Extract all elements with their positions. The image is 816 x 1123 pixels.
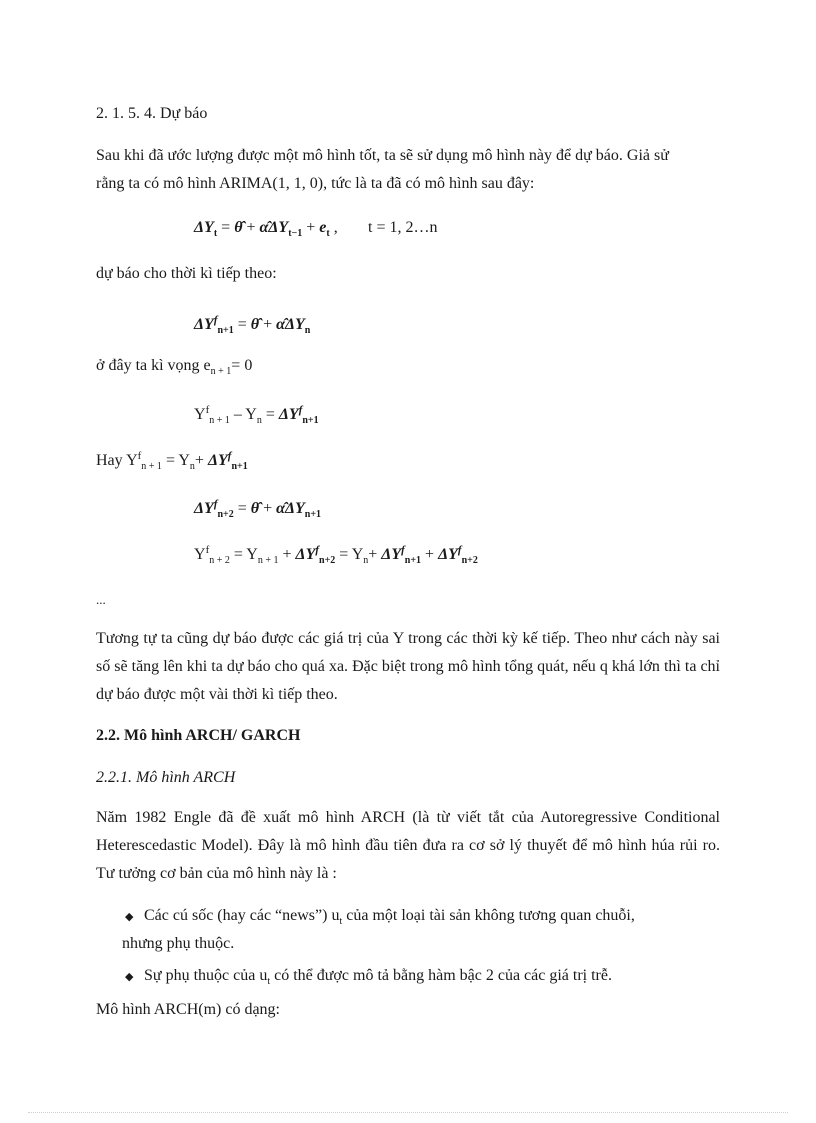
expectation-line — [96, 356, 252, 382]
paragraph-similar-forecast: Tương tự ta cũng dự báo được các giá trị của Y trong các thời kỳ kế tiếp. Theo như cách này sai số sẽ tăng lên khi ta dự báo cho quá xa. Đặc biệt trong mô hình tổng quát, nếu q khá lớn thì ta chỉ dự báo được một vài thời kì tiếp theo. — [96, 630, 720, 703]
equation-arima-range: t = 1, 2…n — [368, 219, 438, 236]
hay-label: Hay — [96, 452, 123, 469]
expectation-value: = 0 — [231, 357, 253, 374]
forecast-next-text: dự báo cho thời kì tiếp theo: — [96, 265, 277, 282]
equation-yf-n2: $Y^f_{n + 2} = Y_{n + 1} + \Delta Y^f_{n+2} = Y_n+ \Delta Y^f_{n+1} + \Delta Y^f_{n+2}$ — [194, 544, 478, 566]
bullet-2-subscript: t — [267, 976, 271, 987]
bullet-2-text-a: Sự phụ thuộc của u — [144, 967, 268, 984]
expectation-label: ở đây ta kì vọng e — [96, 357, 211, 374]
bullet-diamond-icon: ◆ — [125, 911, 134, 923]
arch-form-text: Mô hình ARCH(m) có dạng: — [96, 1001, 280, 1018]
bullet-1-subscript: t — [339, 916, 343, 927]
equation-forecast-n1: $\Delta Y^f_{n+1}$ = θ̂ + $\alphâ\Delta Y_n$ — [194, 314, 311, 336]
equation-hay: Hay $Y^f_{n + 1} = Y_n+ \Delta Y^f_{n+1}$ — [96, 450, 248, 472]
intro-line-1: Sau khi đã ước lượng được một mô hình tốt, ta sẽ sử dụng mô hình này để dự báo. Giả sử — [96, 147, 669, 164]
equation-forecast-n2: $\Delta Y^f_{n+2}$ = θ̂ + $\alphâ\Delta Y_{n+1}$ — [194, 498, 322, 520]
paragraph-engle: Năm 1982 Engle đã đề xuất mô hình ARCH (là từ viết tắt của Autoregressive Conditional Heterescedastic Model). Đây là mô hình đầu tiên đưa ra cơ sở lý thuyết để mô hình húa rủi ro. Tư tưởng cơ bản của mô hình này là : — [96, 809, 720, 882]
equation-difference: $Y^f_{n + 1} - Y_n = \Delta Y^f_{n+1}$ — [194, 404, 319, 426]
intro-line-2: rằng ta có mô hình ARIMA(1, 1, 0), tức là ta đã có mô hình sau đây: — [96, 175, 535, 192]
bullet-1-text-b: của một loại tài sản không tương quan chuỗi, — [342, 907, 635, 924]
page-footer-rule — [28, 1112, 788, 1113]
section-title: 2. 1. 5. 4. Dự báo — [96, 105, 208, 122]
expectation-subscript: n + 1 — [210, 366, 232, 377]
heading-arch: 2.2.1. Mô hình ARCH — [96, 769, 236, 786]
bullet-2-line — [144, 966, 612, 992]
bullet-1-line-2: nhưng phụ thuộc. — [122, 935, 235, 952]
bullet-diamond-icon: ◆ — [125, 971, 134, 983]
bullet-2-text-b: có thể được mô tả bằng hàm bậc 2 của các giá trị trễ. — [270, 967, 612, 984]
equation-arima: $\Delta Y_t$ = θ̂ + $\alphâ\Delta Y_{t-1} + e_t$ , — [194, 219, 338, 239]
bullet-1-text-a: Các cú sốc (hay các “news”) u — [144, 907, 340, 924]
bullet-1-line-1 — [144, 906, 720, 932]
heading-arch-garch: 2.2. Mô hình ARCH/ GARCH — [96, 727, 301, 744]
ellipsis: ... — [96, 592, 106, 607]
